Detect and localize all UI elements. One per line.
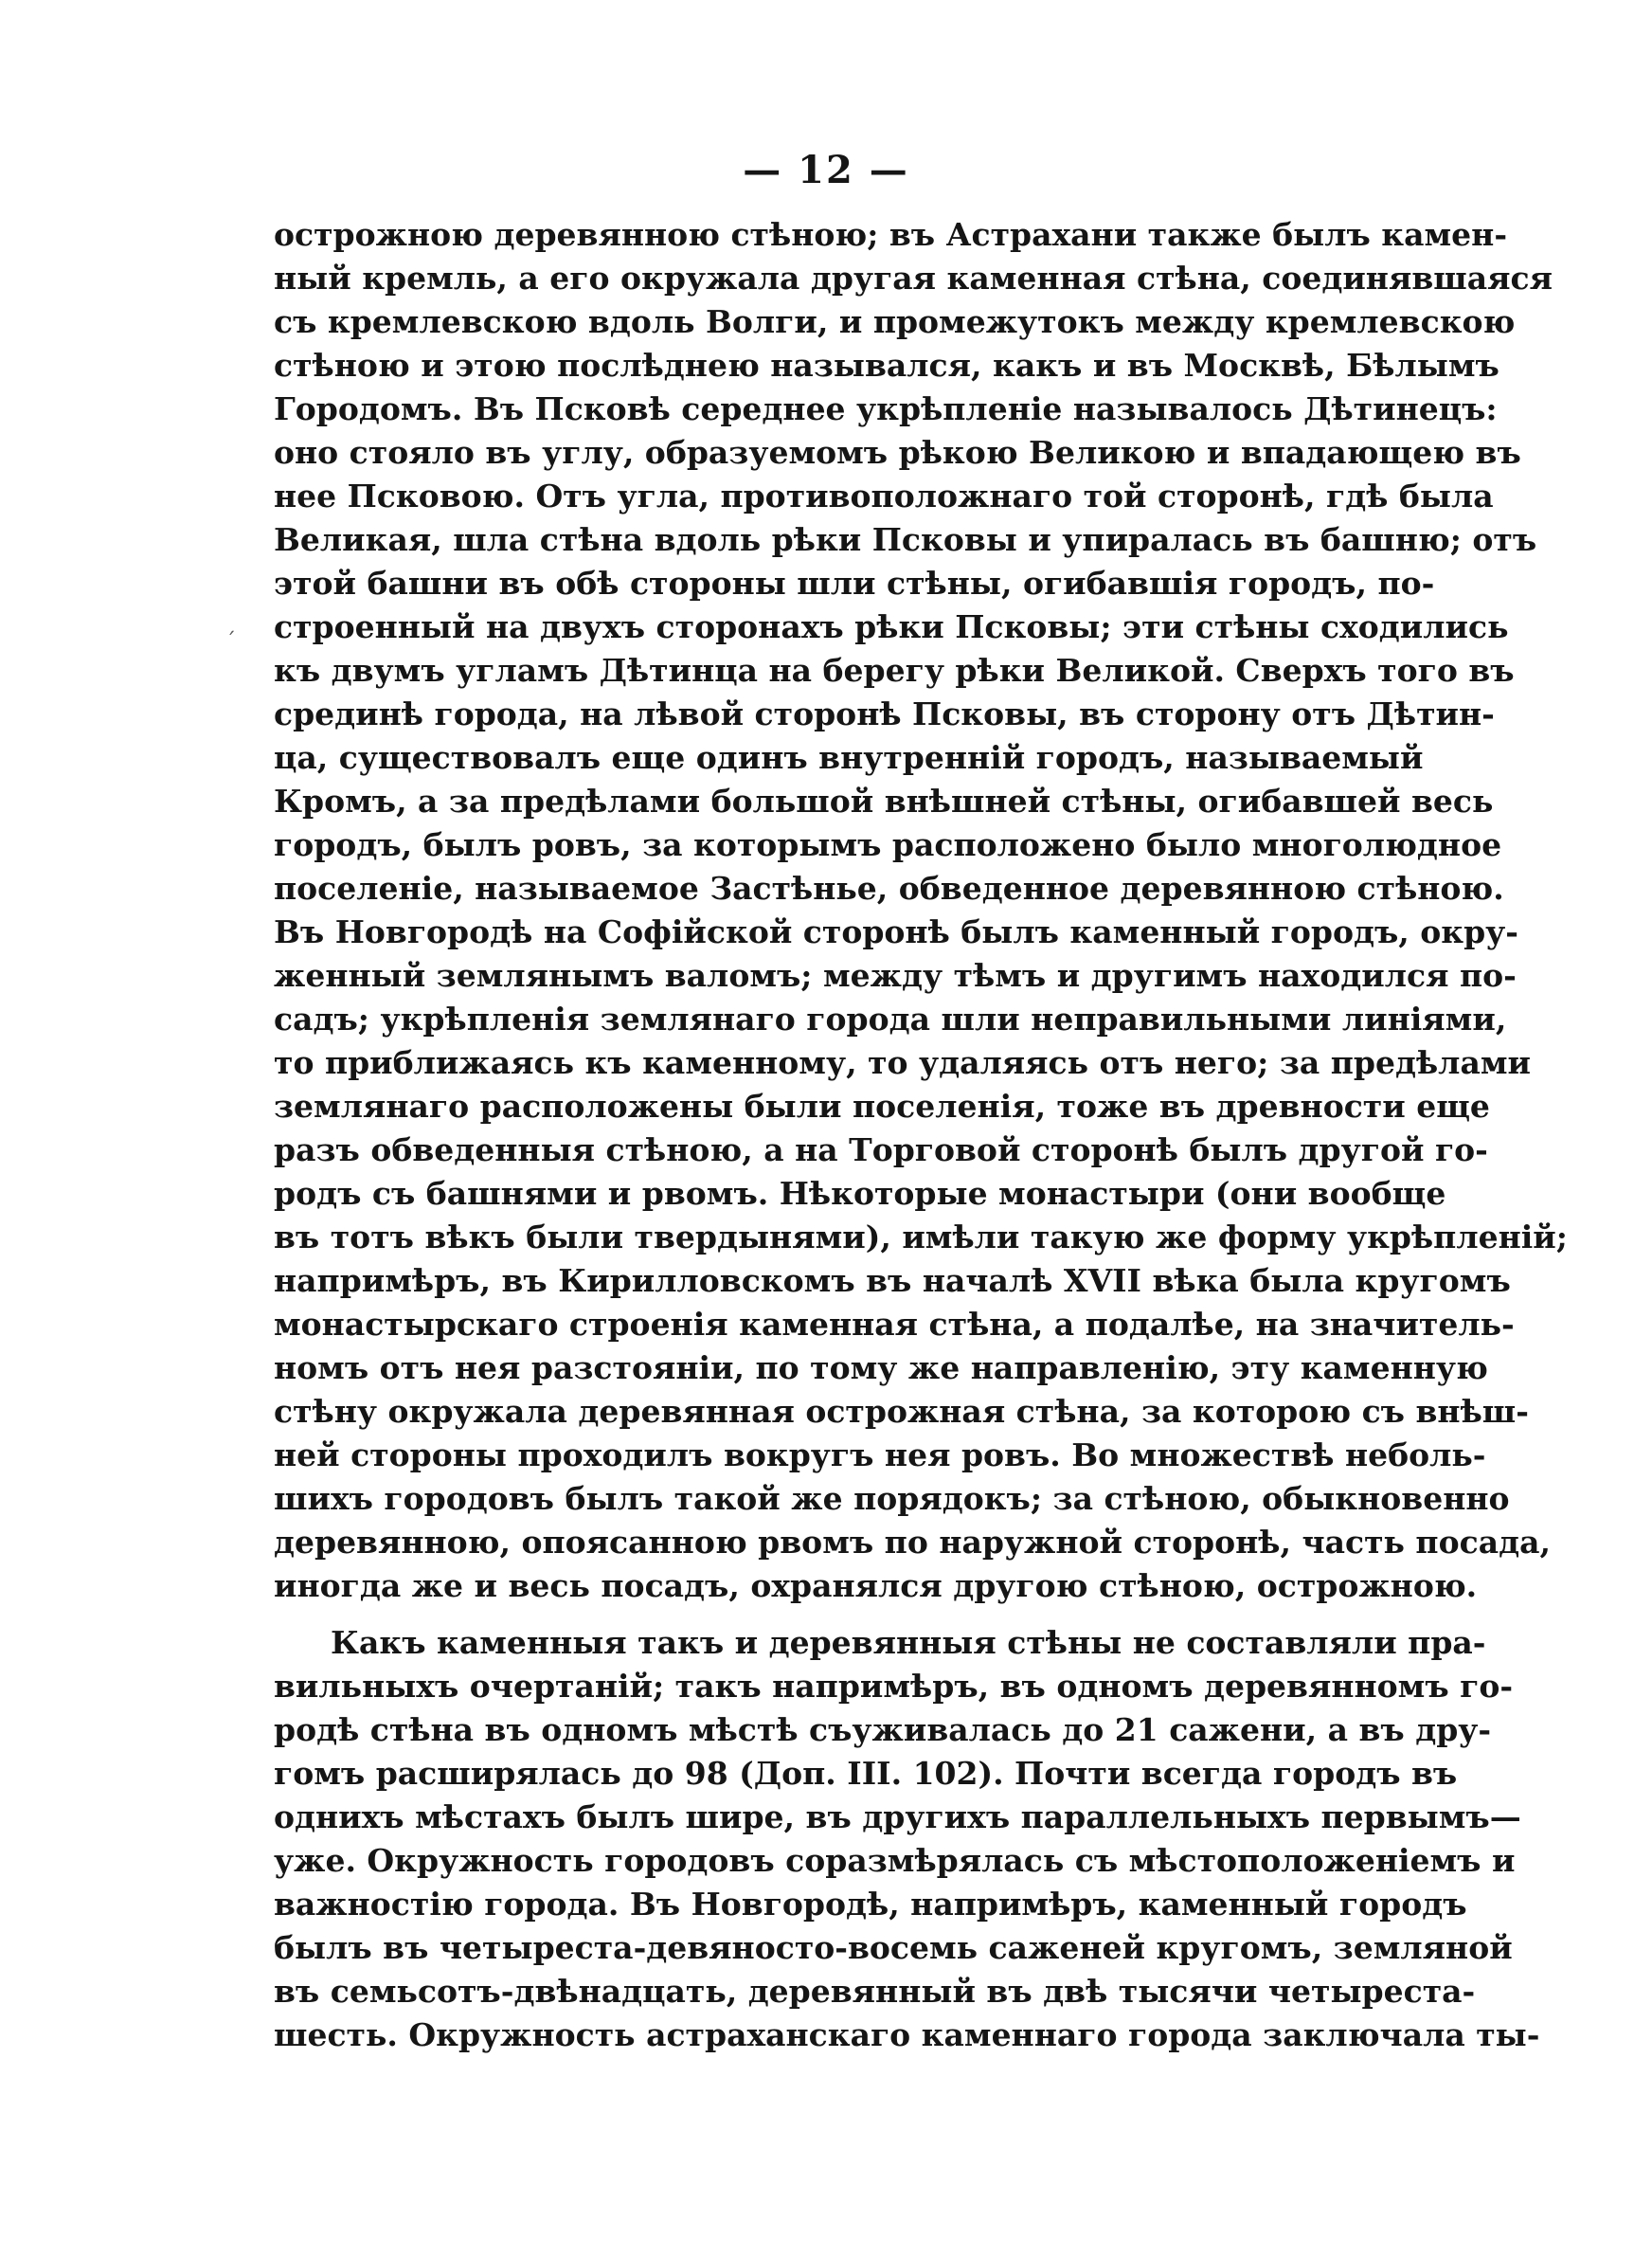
text-line: срединѣ города, на лѣвой сторонѣ Псковы, въ сторону отъ Дѣтин- [274,695,1495,732]
text-line: иногда же и весь посадъ, охранялся другою стѣною, острожною. [274,1567,1478,1604]
text-line: въ тотъ вѣкъ были твердынями), имѣли такую же форму укрѣпленій; [274,1219,1568,1255]
text-line: номъ отъ нея разстояніи, по тому же направленію, эту каменную [274,1349,1488,1386]
paragraph-2 [274,1621,1540,2057]
text-line: съ кремлевскою вдоль Волги, и промежутокъ между кремлевскою [274,303,1516,340]
text-line: ней стороны проходилъ вокругъ нея ровъ. Во множествѣ неболь- [274,1436,1486,1473]
text-line: строенный на двухъ сторонахъ рѣки Псковы; эти стѣны сходились [274,608,1509,645]
text-line: Городомъ. Въ Псковѣ середнее укрѣпленіе называлось Дѣтинецъ: [274,390,1498,427]
text-line: важностію города. Въ Новгородѣ, напримѣръ, каменный городъ [274,1886,1467,1923]
text-line: нее Псковою. Отъ угла, противоположнаго той сторонѣ, гдѣ была [274,478,1494,515]
text-line: то приближаясь къ каменному, то удаляясь отъ него; за предѣлами [274,1044,1531,1081]
text-line: уже. Окружность городовъ соразмѣрялась съ мѣстоположеніемъ и [274,1842,1516,1879]
text-line: къ двумъ угламъ Дѣтинца на берегу рѣки Великой. Сверхъ того въ [274,652,1515,689]
text-line: однихъ мѣстахъ былъ шире, въ другихъ параллельныхъ первымъ— [274,1798,1521,1835]
text-line: стѣну окружала деревянная острожная стѣна, за которою съ внѣш- [274,1393,1529,1430]
margin-mark: ˊ [225,630,236,654]
text-line: оно стояло въ углу, образуемомъ рѣкою Великою и впадающею въ [274,434,1521,471]
text-line: родѣ стѣна въ одномъ мѣстѣ съуживалась до 21 сажени, а въ дру- [274,1711,1492,1748]
text-line: въ семьсотъ-двѣнадцать, деревянный въ двѣ тысячи четыреста- [274,1973,1476,2010]
text-line: ца, существовалъ еще одинъ внутренній городъ, называемый [274,739,1424,776]
text-line: былъ въ четыреста-девяносто-восемь саженей кругомъ, земляной [274,1929,1513,1966]
text-line: Въ Новгородѣ на Софійской сторонѣ былъ каменный городъ, окру- [274,913,1519,950]
text-line: ный кремль, а его окружала другая каменная стѣна, соединявшаяся [274,260,1553,297]
text-line: гомъ расширялась до 98 (Доп. III. 102). Почти всегда городъ въ [274,1755,1458,1792]
text-line: шихъ городовъ былъ такой же порядокъ; за стѣною, обыкновенно [274,1480,1510,1517]
body-text [274,213,1568,2057]
text-line: Великая, шла стѣна вдоль рѣки Псковы и упиралась въ башню; отъ [274,521,1537,558]
text-line: женный землянымъ валомъ; между тѣмъ и другимъ находился по- [274,957,1517,994]
text-line: садъ; укрѣпленія землянаго города шли неправильными линіями, [274,1001,1507,1038]
text-line: разъ обведенныя стѣною, а на Торговой сторонѣ былъ другой го- [274,1131,1488,1168]
text-line: напримѣръ, въ Кирилловскомъ въ началѣ XVII вѣка была кругомъ [274,1262,1511,1299]
text-line: монастырскаго строенія каменная стѣна, а подалѣе, на значитель- [274,1306,1515,1343]
text-line: родъ съ башнями и рвомъ. Нѣкоторые монастыри (они вообще [274,1175,1446,1212]
text-line: городъ, былъ ровъ, за которымъ расположено было многолюдное [274,826,1502,863]
paragraph-gap [274,1608,1410,1621]
text-line: этой башни въ обѣ стороны шли стѣны, огибавшія городъ, по- [274,565,1435,602]
text-line: Какъ каменныя такъ и деревянныя стѣны не составляли пра- [331,1624,1486,1661]
text-line: деревянною, опоясанною рвомъ по наружной сторонѣ, часть посада, [274,1524,1551,1561]
text-line: острожною деревянною стѣною; въ Астрахани также былъ камен- [274,216,1508,253]
page-number: — 12 — [743,148,909,192]
text-line: вильныхъ очертаній; такъ напримѣръ, въ одномъ деревянномъ го- [274,1668,1514,1705]
paragraph-1 [274,213,1568,1608]
text-line: Кромъ, а за предѣлами большой внѣшней стѣны, огибавшей весь [274,783,1494,820]
text-line: землянаго расположены были поселенія, тоже въ древности еще [274,1088,1490,1125]
text-line: стѣною и этою послѣднею назывался, какъ и въ Москвѣ, Бѣлымъ [274,347,1499,384]
text-line: поселеніе, называемое Застѣнье, обведенное деревянною стѣною. [274,870,1504,907]
text-line: шесть. Окружность астраханскаго каменнаго города заключала ты- [274,2016,1540,2053]
